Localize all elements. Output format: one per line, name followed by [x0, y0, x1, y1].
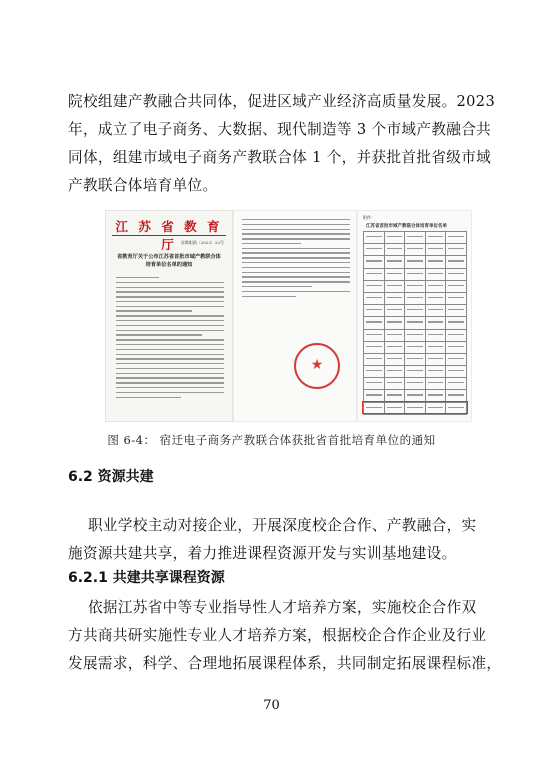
course-paragraph: [68, 594, 502, 678]
document-number: 苏教职函〔2023〕22号: [180, 240, 224, 245]
notice-attachment-list: [357, 210, 472, 422]
text-line: 年，成立了电子商务、大数据、现代制造等 3 个市域产教融合共: [68, 121, 492, 138]
page-number: 70: [263, 698, 280, 713]
notice-body-text: [116, 277, 224, 401]
text-line: 发展需求，科学、合理地拓展课程体系，共同制定拓展课程标准，: [68, 655, 502, 672]
text-line: 施资源共建共享，着力推进课程资源开发与实训基地建设。: [68, 545, 457, 562]
text-line: 职业学校主动对接企业，开展深度校企合作、产教融合，实: [68, 517, 477, 534]
red-header-line: [112, 235, 226, 236]
text-line: 院校组建产教融合共同体，促进区域产业经济高质量发展。2023: [68, 93, 496, 110]
section-heading-6-2-1: 6.2.1 共建共享课程资源: [68, 570, 225, 586]
notice-title: 省教育厅关于公布江苏省首批市域产教联合体培育单位名单的通知: [117, 254, 221, 268]
text-line: 方共商共研实施性专业人才培养方案，根据校企合作企业及行业: [68, 627, 487, 644]
notice-page-2: [233, 210, 357, 422]
attachment-label: 附件：: [363, 215, 375, 220]
text-line: 同体，组建市域电子商务产教联合体 1 个，并获批首批省级市域: [68, 149, 492, 166]
unit-list-table: [363, 231, 467, 415]
section-heading-6-2: 6.2 资源共建: [68, 469, 154, 485]
figure-caption: 图 6-4： 宿迁电子商务产教联合体获批省首批培育单位的通知: [107, 433, 436, 447]
official-seal-icon: ★: [294, 343, 340, 389]
attachment-title: 江苏省首批市域产教联合体培育单位名单: [366, 224, 447, 229]
highlight-box: [362, 401, 468, 414]
notice-figure: [105, 210, 472, 422]
text-line: 依据江苏省中等专业指导性人才培养方案，实施校企合作双: [68, 599, 477, 616]
resource-paragraph: [68, 512, 475, 568]
text-line: 产教联合体培育单位。: [68, 177, 218, 194]
notice-body-text: [242, 219, 350, 300]
notice-page-1: [105, 210, 233, 422]
intro-paragraph: [68, 88, 496, 200]
issuing-authority: 江 苏 省 教 育 厅: [115, 219, 223, 252]
